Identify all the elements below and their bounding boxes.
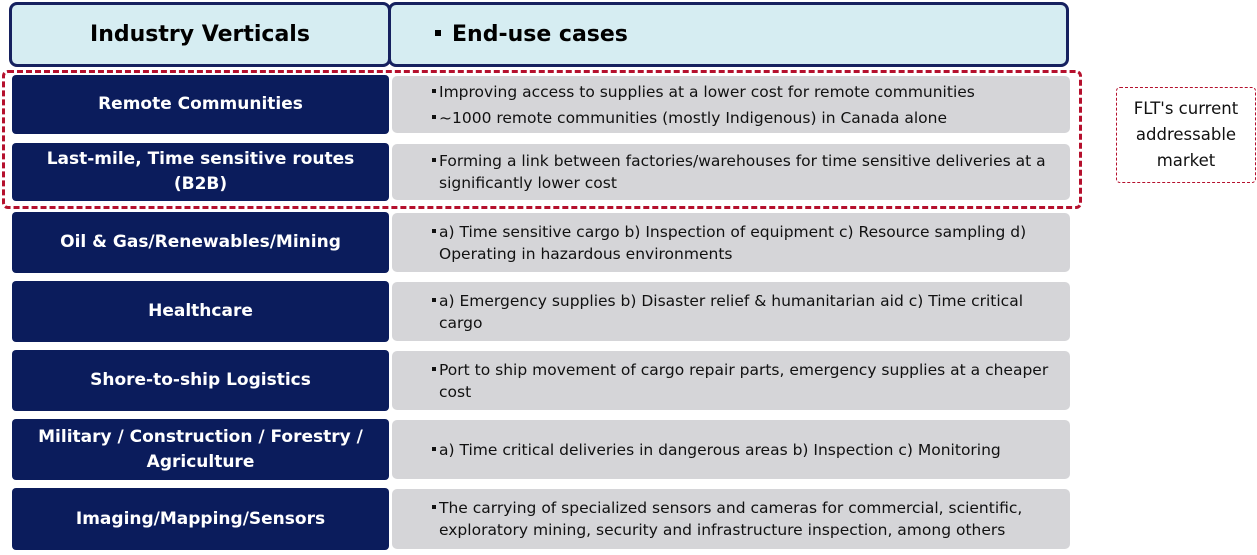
use-case-cell	[392, 213, 1070, 272]
use-case-item: ~1000 remote communities (mostly Indigenous) in Canada alone	[432, 107, 1050, 129]
use-case-item: Forming a link between factories/warehouses for time sensitive deliveries at a significantly lower cost	[432, 150, 1050, 194]
use-case-cell	[392, 489, 1070, 549]
use-case-cell	[392, 282, 1070, 341]
end-use-cases-header-label: End-use cases	[452, 22, 628, 47]
use-case-item: a) Time sensitive cargo b) Inspection of equipment c) Resource sampling d) Operating in hazardous environments	[432, 221, 1050, 265]
vertical-label: Oil & Gas/Renewables/Mining	[12, 212, 389, 273]
use-case-cell	[392, 420, 1070, 479]
vertical-label: Shore-to-ship Logistics	[12, 350, 389, 411]
use-case-item: The carrying of specialized sensors and cameras for commercial, scientific, exploratory mining, security and infrastructure inspection, among others	[432, 497, 1050, 541]
use-case-item: Improving access to supplies at a lower cost for remote communities	[432, 81, 1050, 103]
bullet-icon	[435, 30, 441, 36]
table-row	[0, 488, 1075, 550]
use-case-cell	[392, 144, 1070, 200]
table-row	[0, 75, 1075, 134]
industry-verticals-header-label: Industry Verticals	[90, 22, 310, 47]
vertical-label: Imaging/Mapping/Sensors	[12, 488, 389, 550]
vertical-label: Healthcare	[12, 281, 389, 342]
use-case-item: a) Emergency supplies b) Disaster relief & humanitarian aid c) Time critical cargo	[432, 290, 1050, 334]
use-case-item: a) Time critical deliveries in dangerous areas b) Inspection c) Monitoring	[432, 439, 1050, 461]
vertical-label: Remote Communities	[12, 75, 389, 134]
use-case-cell	[392, 351, 1070, 410]
table-row	[0, 419, 1075, 480]
use-case-item: Port to ship movement of cargo repair parts, emergency supplies at a cheaper cost	[432, 359, 1050, 403]
end-use-cases-header	[388, 2, 1069, 67]
table-row	[0, 350, 1075, 411]
table-row	[0, 143, 1075, 201]
use-case-cell	[392, 76, 1070, 133]
vertical-label: Military / Construction / Forestry / Agriculture	[12, 419, 389, 480]
vertical-label: Last-mile, Time sensitive routes (B2B)	[12, 143, 389, 201]
addressable-market-callout	[1116, 87, 1256, 183]
callout-text: FLT's current addressable market	[1133, 99, 1239, 170]
table-row	[0, 281, 1075, 342]
industry-verticals-header	[9, 2, 391, 67]
table-row	[0, 212, 1075, 273]
